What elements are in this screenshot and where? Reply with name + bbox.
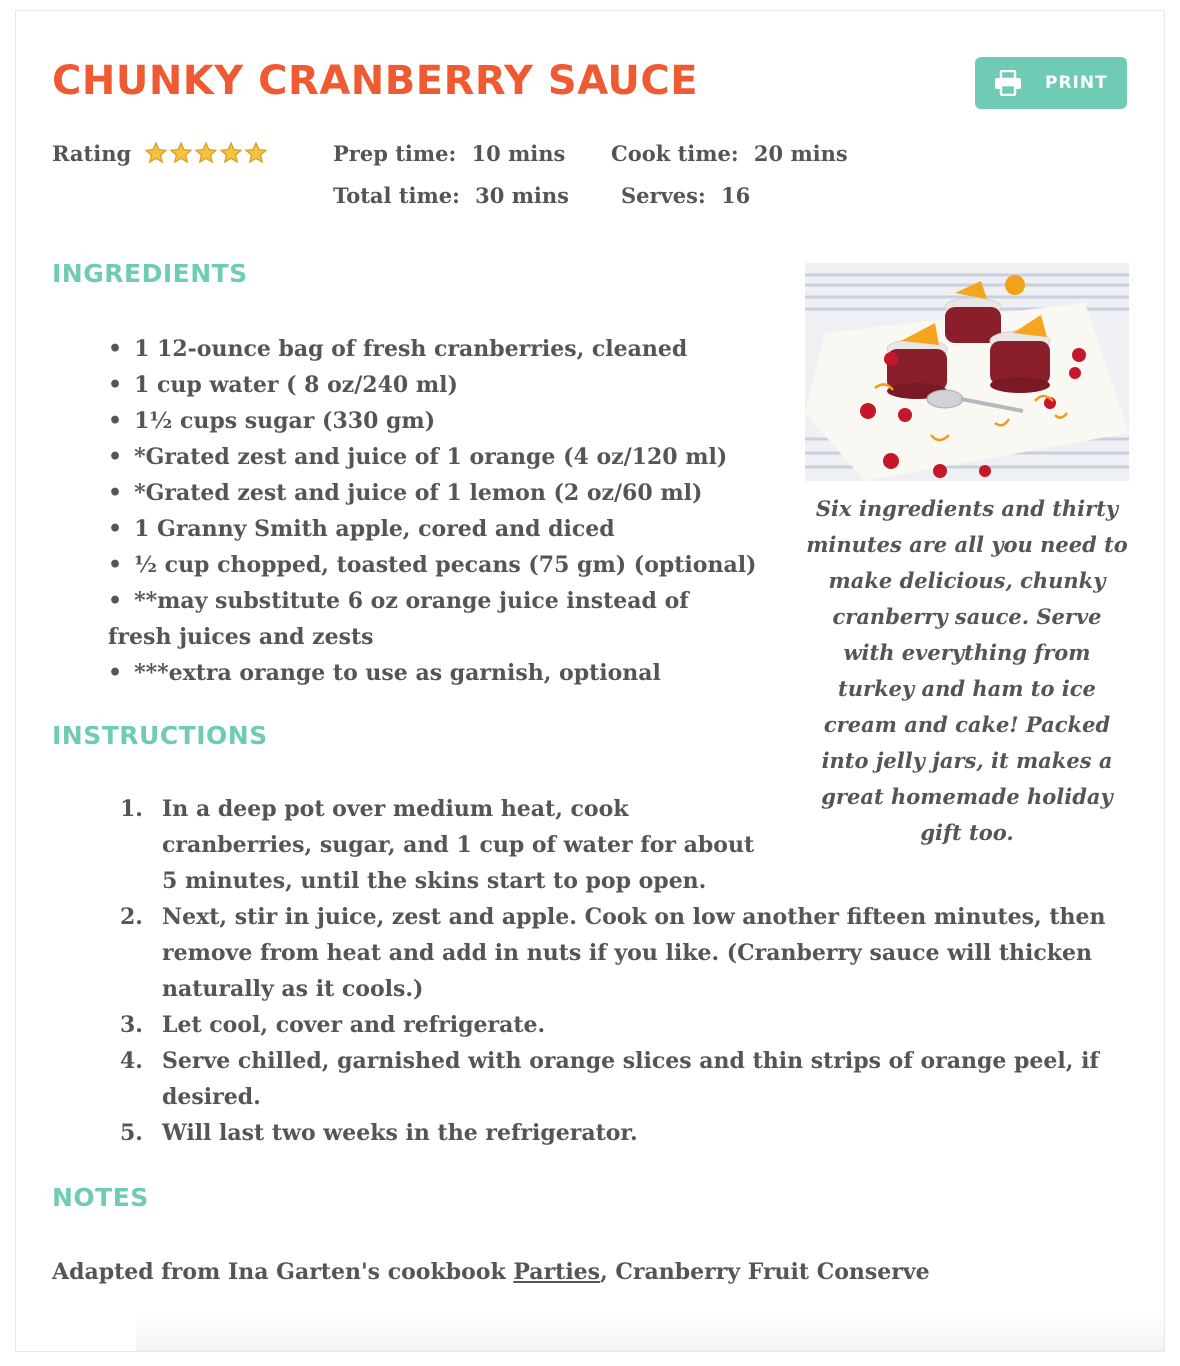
card-shadow [136,1311,1164,1351]
prep-time [333,139,565,169]
total-time [333,181,569,211]
cook-time-value: 20 mins [753,141,848,166]
step-number: 1. [120,796,143,822]
parties-link[interactable]: Parties [513,1259,601,1285]
ingredient-item: • ***extra orange to use as garnish, optional [108,655,788,691]
instruction-step [120,791,1120,899]
step-number: 2. [120,904,143,930]
step-text: In a deep pot over medium heat, cook cranberries, sugar, and 1 cup of water for about 5 minutes, until the skins start to pop open. [162,796,755,894]
instruction-step [120,1007,1120,1043]
recipe-title: CHUNKY CRANBERRY SAUCE [52,58,699,104]
recipe-photo [805,263,1129,481]
prep-time-label: Prep time: [333,141,457,166]
step-number: 3. [120,1012,143,1038]
instruction-step [120,1115,1120,1151]
rating-stars[interactable] [144,141,269,169]
notes-text [52,1254,930,1290]
ingredient-item: • 1 Granny Smith apple, cored and diced [108,511,788,547]
star-icon[interactable] [244,141,268,165]
step-text: Serve chilled, garnished with orange slices and thin strips of orange peel, if desired. [162,1048,1099,1110]
ingredient-item [52,583,708,655]
star-icon[interactable] [219,141,243,165]
cook-time [611,139,848,169]
step-text: Let cool, cover and refrigerate. [162,1012,546,1038]
print-button[interactable] [975,57,1127,109]
total-time-value: 30 mins [475,183,569,208]
step-number: 5. [120,1120,143,1146]
printer-icon [993,70,1023,96]
recipe-card [15,10,1165,1352]
instruction-step [120,1043,1120,1115]
notes-suffix: , Cranberry Fruit Conserve [600,1259,930,1285]
serves-value: 16 [721,183,751,208]
ingredient-item: • 1 12-ounce bag of fresh cranberries, cleaned [108,331,788,367]
instructions-heading: INSTRUCTIONS [52,721,268,750]
photo-caption: Six ingredients and thirty minutes are all you need to make delicious, chunky cranberry sauce. Serve with everything from turkey and ham to ice cream and cake! Packed into jelly jars, it makes a great homemade holiday gift too. [806,496,1128,845]
ingredients-heading: INGREDIENTS [52,259,248,288]
star-icon[interactable] [169,141,193,165]
ingredient-item-text: **may substitute 6 oz orange juice instead of fresh juices and zests [108,588,689,650]
cook-time-label: Cook time: [611,141,739,166]
prep-time-value: 10 mins [471,141,566,166]
total-time-label: Total time: [333,183,460,208]
cranberry-sauce-image [805,263,1129,481]
instructions-list [120,791,1120,1151]
ingredient-item: • *Grated zest and juice of 1 orange (4 oz/120 ml) [108,439,788,475]
ingredient-item: • ½ cup chopped, toasted pecans (75 gm) (optional) [108,547,788,583]
star-icon[interactable] [144,141,168,165]
serves [621,181,750,211]
ingredient-item: • 1½ cups sugar (330 gm) [108,403,788,439]
rating-label: Rating [52,141,132,166]
print-label: PRINT [1045,73,1108,93]
step-number: 4. [120,1048,143,1074]
notes-heading: NOTES [52,1183,149,1212]
instruction-step [120,899,1120,1007]
serves-label: Serves: [621,183,706,208]
step-text: Next, stir in juice, zest and apple. Cook on low another fifteen minutes, then remove from heat and add in nuts if you like. (Cranberry sauce will thicken naturally as it cools.) [162,904,1106,1002]
step-text: Will last two weeks in the refrigerator. [162,1120,638,1146]
ingredient-item: • *Grated zest and juice of 1 lemon (2 oz/60 ml) [108,475,788,511]
notes-prefix: Adapted from Ina Garten's cookbook [52,1259,514,1285]
ingredients-list [108,331,788,691]
ingredient-item: • 1 cup water ( 8 oz/240 ml) [108,367,788,403]
star-icon[interactable] [194,141,218,165]
